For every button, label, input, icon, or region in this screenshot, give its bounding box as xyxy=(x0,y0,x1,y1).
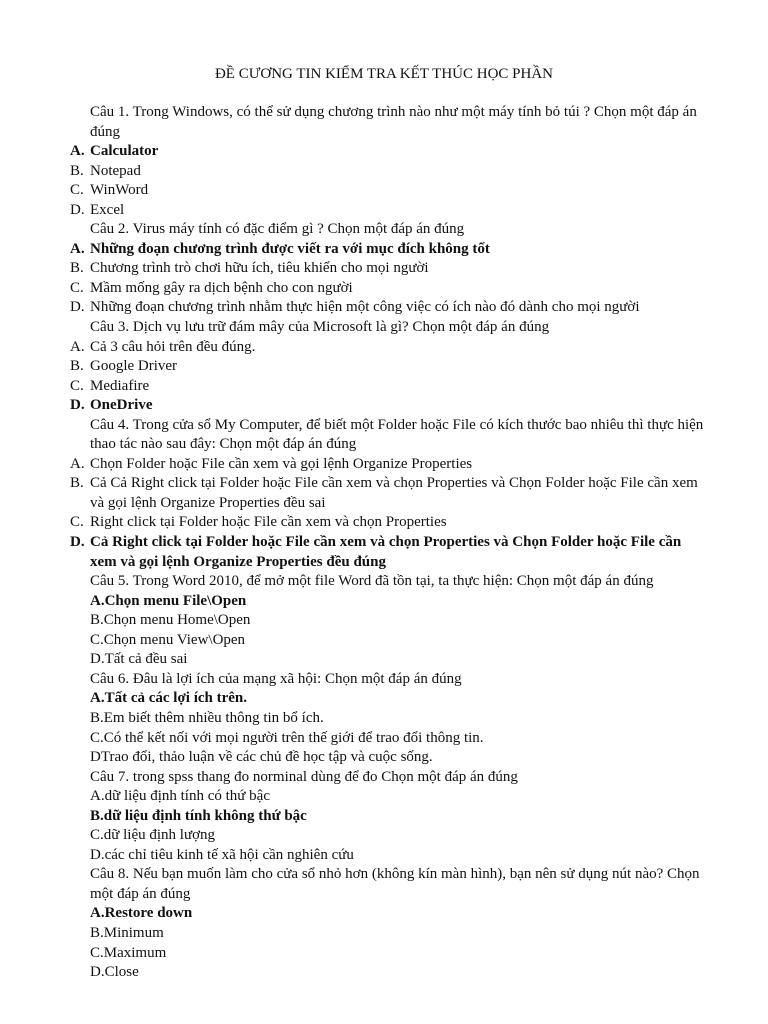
question-8: Câu 8. Nếu bạn muốn làm cho cửa sổ nhỏ hơn (không kín màn hình), bạn nên sử dụng nút nào? Chọn một đáp án đúng xyxy=(90,866,700,902)
answer-text: WinWord xyxy=(90,182,149,199)
question-7: Câu 7. trong spss thang đo norminal dùng để đo Chọn một đáp án đúng xyxy=(90,768,518,785)
answer-label: B. xyxy=(70,475,84,492)
answer-label: B. xyxy=(70,358,84,375)
answer-text: Notepad xyxy=(90,162,141,179)
answer-label: C. xyxy=(70,377,84,394)
answer-7b: B.dữ liệu định tính không thứ bậc xyxy=(90,807,307,824)
answer-1c xyxy=(70,181,710,201)
answer-5c: C.Chọn menu View\Open xyxy=(90,631,246,648)
answer-1a xyxy=(70,142,710,162)
answer-text: Cả Right click tại Folder hoặc File cần xem và chọn Properties và Chọn Folder hoặc File cần xem và gọi lệnh Organize Properties đều đúng xyxy=(90,534,682,570)
answer-4b xyxy=(70,474,710,513)
answer-label: C. xyxy=(70,279,84,296)
answer-text: Mầm mống gây ra dịch bệnh cho con người xyxy=(90,279,353,296)
answer-7a: A.dữ liệu định tính có thứ bậc xyxy=(90,788,270,805)
answer-4a xyxy=(70,455,710,475)
question-4: Câu 4. Trong cửa sổ My Computer, để biết một Folder hoặc File có kích thước bao nhiêu thì thực hiện thao tác nào sau đây: Chọn một đáp án đúng xyxy=(90,416,704,453)
answer-label: B. xyxy=(70,260,84,277)
answer-8d: D.Close xyxy=(90,964,139,981)
answer-text: Calculator xyxy=(90,143,159,160)
answer-label: A. xyxy=(70,338,85,355)
answer-3c xyxy=(70,377,710,397)
answer-text: OneDrive xyxy=(90,397,153,414)
page-title: ĐỀ CƯƠNG TIN KIỂM TRA KẾT THÚC HỌC PHẦN xyxy=(214,66,554,82)
answer-8a: A.Restore down xyxy=(90,905,193,922)
answer-8c: C.Maximum xyxy=(90,944,167,961)
answer-text: Cả 3 câu hỏi trên đều đúng. xyxy=(90,338,256,355)
question-1: Câu 1. Trong Windows, có thể sử dụng chương trình nào như một máy tính bỏ túi ? Chọn một đáp án đúng xyxy=(90,104,697,140)
question-list xyxy=(70,103,710,983)
answer-5b: B.Chọn menu Home\Open xyxy=(90,612,251,629)
question-5: Câu 5. Trong Word 2010, để mở một file Word đã tồn tại, ta thực hiện: Chọn một đáp án đúng xyxy=(90,573,654,590)
answer-5d: D.Tất cả đều sai xyxy=(90,651,188,668)
answer-text: Right click tại Folder hoặc File cần xem và chọn Properties xyxy=(90,514,447,531)
answer-3d xyxy=(70,396,710,416)
answer-3a xyxy=(70,338,710,358)
answer-6a: A.Tất cả các lợi ích trên. xyxy=(90,690,248,707)
answer-text: Google Driver xyxy=(90,358,178,375)
answer-label: C. xyxy=(70,182,84,199)
answer-label: A. xyxy=(70,143,85,160)
question-6: Câu 6. Đâu là lợi ích của mạng xã hội: Chọn một đáp án đúng xyxy=(90,670,462,687)
answer-1d xyxy=(70,201,710,221)
answer-5a: A.Chọn menu File\Open xyxy=(90,592,247,609)
question-3: Câu 3. Dịch vụ lưu trữ đám mây của Microsoft là gì? Chọn một đáp án đúng xyxy=(90,319,550,336)
answer-label: B. xyxy=(70,162,84,179)
answer-text: Những đoạn chương trình nhằm thực hiện một công việc có ích nào đó dành cho mọi người xyxy=(90,299,640,316)
answer-2a xyxy=(70,240,710,260)
answer-6d: DTrao đổi, thảo luận về các chủ đề học tập và cuộc sống. xyxy=(90,749,433,766)
answer-2b xyxy=(70,259,710,279)
answer-4c xyxy=(70,513,710,533)
answer-text: Mediafire xyxy=(90,377,150,394)
answer-label: D. xyxy=(70,534,85,551)
question-2: Câu 2. Virus máy tính có đặc điểm gì ? Chọn một đáp án đúng xyxy=(90,221,465,238)
answer-label: A. xyxy=(70,455,85,472)
answer-4d xyxy=(70,533,710,572)
answer-label: D. xyxy=(70,201,85,218)
answer-6c: C.Có thể kết nối với mọi người trên thế giới để trao đổi thông tin. xyxy=(90,729,484,746)
answer-1b xyxy=(70,162,710,182)
answer-text: Chương trình trò chơi hữu ích, tiêu khiển cho mọi người xyxy=(90,260,429,277)
answer-label: C. xyxy=(70,514,84,531)
answer-text: Excel xyxy=(90,201,125,218)
answer-label: D. xyxy=(70,299,85,316)
answer-text: Những đoạn chương trình được viết ra với mục đích không tốt xyxy=(90,240,490,257)
answer-2d xyxy=(70,298,710,318)
answer-3b xyxy=(70,357,710,377)
answer-2c xyxy=(70,279,710,299)
answer-7c: C.dữ liệu định lượng xyxy=(90,827,216,844)
answer-8b: B.Minimum xyxy=(90,924,164,941)
answer-text: Chọn Folder hoặc File cần xem và gọi lệnh Organize Properties xyxy=(90,455,473,472)
answer-6b: B.Em biết thêm nhiều thông tin bổ ích. xyxy=(90,709,324,726)
answer-label: D. xyxy=(70,397,85,414)
answer-label: A. xyxy=(70,240,85,257)
answer-7d: D.các chỉ tiêu kinh tế xã hội cần nghiên cứu xyxy=(90,846,354,863)
answer-text: Cả Cả Right click tại Folder hoặc File cần xem và chọn Properties và Chọn Folder hoặc File cần xem và gọi lệnh Organize Properties đều sai xyxy=(90,475,698,511)
